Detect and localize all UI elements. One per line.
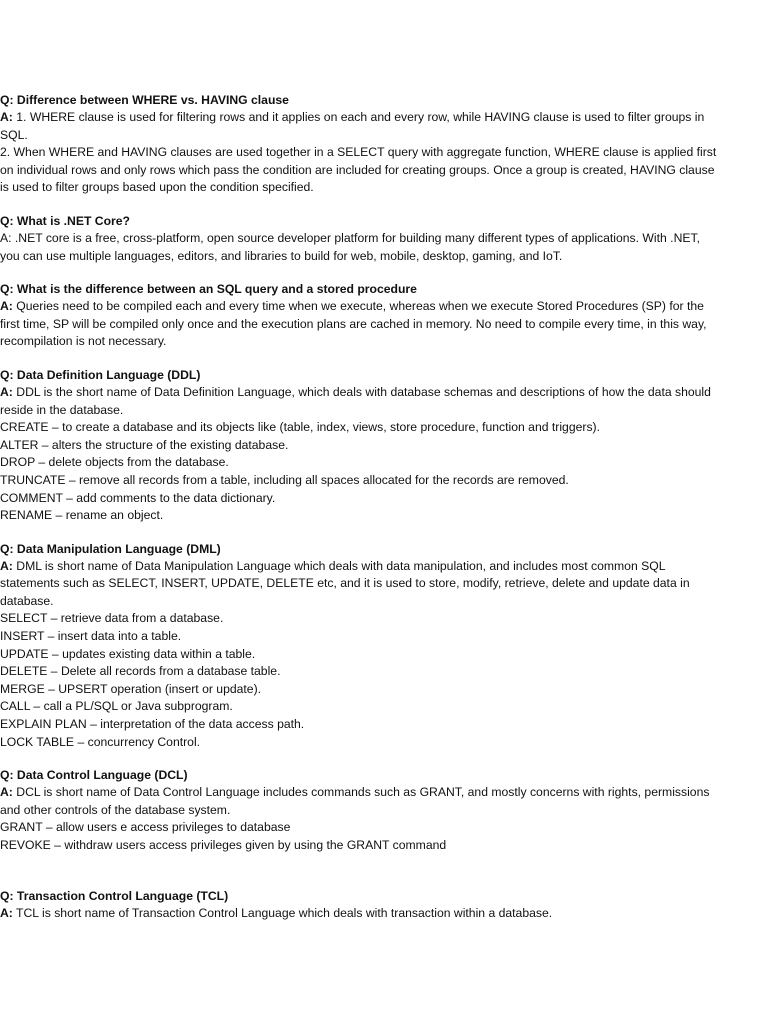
ddl-drop-line: DROP – delete objects from the database. [0,455,229,470]
qa-net-core [0,212,722,265]
question-heading: Q: Data Manipulation Language (DML) [0,541,221,556]
qa-ddl [0,366,722,525]
ddl-alter-line: ALTER – alters the structure of the existing database. [0,437,289,452]
qa-sql-query-vs-stored-procedure [0,280,722,351]
question-heading: Q: Data Definition Language (DDL) [0,367,201,382]
answer-label: A: [0,299,13,314]
dcl-grant-line: GRANT – allow users e access privileges to database [0,820,291,835]
answer-line [0,905,722,923]
dml-call-line: CALL – call a PL/SQL or Java subprogram. [0,699,233,714]
answer-line [0,109,722,144]
ddl-comment-line: COMMENT – add comments to the data dictionary. [0,490,276,505]
dml-merge-line: MERGE – UPSERT operation (insert or update). [0,681,262,696]
question-heading: Q: What is .NET Core? [0,213,131,228]
question-heading: Q: What is the difference between an SQL query and a stored procedure [0,282,417,297]
question-heading: Q: Difference between WHERE vs. HAVING clause [0,93,289,107]
qa-dcl [0,766,722,854]
answer-label: A: [0,110,13,124]
answer-text: 1. WHERE clause is used for filtering rows and it applies on each and every row, while HAVING clause is used to filter groups in SQL. [0,110,705,142]
question-heading: Q: Transaction Control Language (TCL) [0,888,229,903]
qa-tcl [0,887,722,923]
answer-line: 2. When WHERE and HAVING clauses are used together in a SELECT query with aggregate function, WHERE clause is applied first on individual rows and only rows which pass the condition are included for creating groups. Once a group is created, HAVING clause is used to filter groups based upon the condition specified. [0,145,717,195]
answer-line [0,230,722,265]
dml-explain-plan-line: EXPLAIN PLAN – interpretation of the data access path. [0,717,305,732]
dcl-revoke-line: REVOKE – withdraw users access privileges given by using the GRANT command [0,838,447,852]
answer-text: DDL is the short name of Data Definition Language, which deals with database schemas and descriptions of how the data should reside in the database. [0,384,711,417]
answer-label: A: [0,558,13,573]
qa-where-vs-having [0,91,722,197]
answer-label: A: [0,230,12,245]
answer-label: A: [0,384,13,399]
ddl-create-line: CREATE – to create a database and its objects like (table, index, views, store procedure, function and triggers). [0,420,600,435]
answer-label: A: [0,905,13,920]
question-heading: Q: Data Control Language (DCL) [0,768,188,783]
answer-line [0,384,722,419]
dml-insert-line: INSERT – insert data into a table. [0,629,182,644]
qa-dml [0,540,722,752]
answer-text: .NET core is a free, cross-platform, open source developer platform for building many different types of applications. With .NET, you can use multiple languages, editors, and libraries to build for web, mobile, desktop, gaming, and IoT. [0,230,700,263]
answer-text: TCL is short name of Transaction Control Language which deals with transaction within a database. [16,905,553,920]
answer-line [0,784,722,819]
dml-lock-table-line: LOCK TABLE – concurrency Control. [0,734,201,749]
document-body [0,91,722,937]
answer-line [0,298,722,351]
dml-select-line: SELECT – retrieve data from a database. [0,611,224,626]
answer-label: A: [0,785,13,800]
answer-text: DCL is short name of Data Control Language includes commands such as GRANT, and mostly concerns with rights, permissions and other controls of the database system. [0,785,710,817]
ddl-rename-line: RENAME – rename an object. [0,508,164,523]
dml-update-line: UPDATE – updates existing data within a table. [0,646,256,661]
dml-delete-line: DELETE – Delete all records from a database table. [0,664,281,679]
answer-line [0,558,722,611]
answer-text: DML is short name of Data Manipulation Language which deals with data manipulation, and includes most common SQL statements such as SELECT, INSERT, UPDATE, DELETE etc, and it is used to store, modify, retrieve, delete and update data in database. [0,558,690,608]
ddl-truncate-line: TRUNCATE – remove all records from a table, including all spaces allocated for the records are removed. [0,472,569,487]
answer-text: Queries need to be compiled each and every time when we execute, whereas when we execute Stored Procedures (SP) for the first time, SP will be compiled only once and the execution plans are cached in memory. No need to compile every time, in this way, recompilation is not necessary. [0,299,707,349]
